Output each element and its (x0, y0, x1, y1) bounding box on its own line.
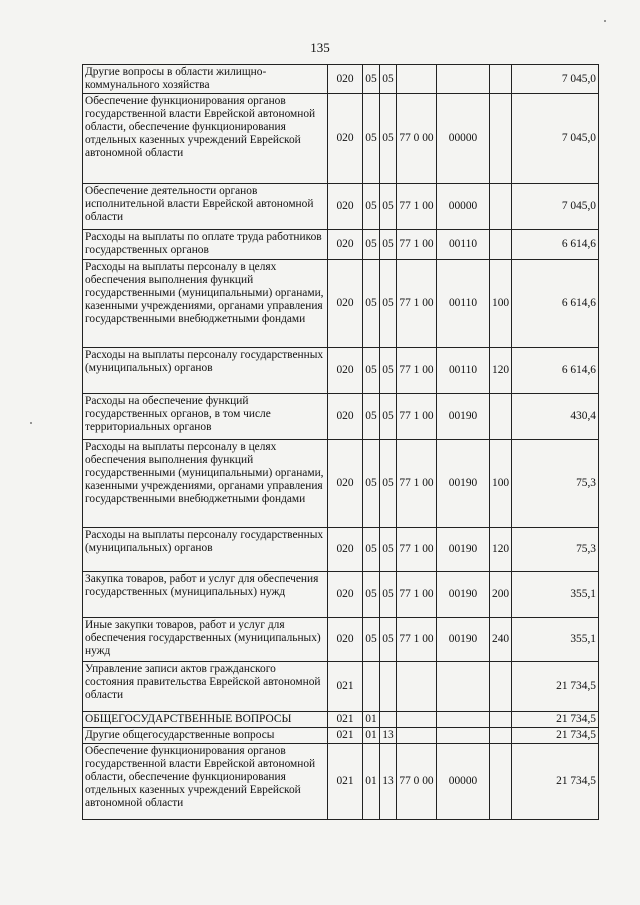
cell-direction: 00190 (437, 572, 490, 618)
cell-section (363, 662, 380, 712)
cell-program: 77 1 00 (397, 618, 437, 662)
table-row (83, 728, 599, 744)
table-row (83, 712, 599, 728)
cell-expense-type (490, 744, 512, 820)
cell-name: Расходы на выплаты персоналу в целях обеспечения выполнения функций государственными (муниципальными) органами, казенными учреждениями, органами управления государственными внебюджетными фондами (83, 260, 328, 348)
cell-ministry: 020 (328, 348, 363, 394)
cell-expense-type: 200 (490, 572, 512, 618)
cell-program (397, 65, 437, 94)
table-row (83, 94, 599, 184)
cell-subsection: 13 (380, 728, 397, 744)
budget-table (82, 64, 599, 820)
cell-section: 01 (363, 712, 380, 728)
cell-section: 05 (363, 440, 380, 528)
cell-name: Расходы на обеспечение функций государственных органов, в том числе территориальных органов (83, 394, 328, 440)
cell-direction (437, 662, 490, 712)
cell-amount: 6 614,6 (512, 260, 599, 348)
cell-section: 01 (363, 728, 380, 744)
cell-section: 05 (363, 572, 380, 618)
cell-direction: 00000 (437, 94, 490, 184)
cell-subsection: 05 (380, 230, 397, 260)
cell-section: 05 (363, 65, 380, 94)
cell-name: Обеспечение функционирования органов государственной власти Еврейской автономной области, обеспечение функционирования отдельных казенных учреждений Еврейской автономной области (83, 94, 328, 184)
cell-section: 05 (363, 528, 380, 572)
table-row (83, 440, 599, 528)
cell-name: Закупка товаров, работ и услуг для обеспечения государственных (муниципальных) нужд (83, 572, 328, 618)
cell-direction: 00190 (437, 440, 490, 528)
table-row (83, 348, 599, 394)
cell-program: 77 0 00 (397, 744, 437, 820)
cell-expense-type (490, 662, 512, 712)
cell-program: 77 1 00 (397, 184, 437, 230)
cell-program (397, 728, 437, 744)
cell-subsection: 05 (380, 260, 397, 348)
cell-amount: 355,1 (512, 572, 599, 618)
cell-name: ОБЩЕГОСУДАРСТВЕННЫЕ ВОПРОСЫ (83, 712, 328, 728)
table-row (83, 744, 599, 820)
cell-direction (437, 65, 490, 94)
cell-ministry: 020 (328, 528, 363, 572)
cell-program: 77 1 00 (397, 440, 437, 528)
cell-amount: 355,1 (512, 618, 599, 662)
cell-ministry: 020 (328, 65, 363, 94)
cell-name: Другие вопросы в области жилищно-коммунального хозяйства (83, 65, 328, 94)
cell-ministry: 020 (328, 230, 363, 260)
cell-ministry: 020 (328, 260, 363, 348)
cell-subsection: 05 (380, 618, 397, 662)
cell-direction: 00000 (437, 744, 490, 820)
cell-direction: 00190 (437, 618, 490, 662)
cell-subsection: 05 (380, 572, 397, 618)
cell-expense-type: 120 (490, 528, 512, 572)
scan-speck (30, 422, 32, 424)
cell-direction: 00110 (437, 260, 490, 348)
cell-amount: 75,3 (512, 528, 599, 572)
cell-expense-type: 240 (490, 618, 512, 662)
scan-speck (604, 20, 606, 22)
cell-name: Обеспечение функционирования органов государственной власти Еврейской автономной области, обеспечение функционирования отдельных казенных учреждений Еврейской автономной области (83, 744, 328, 820)
table-row (83, 184, 599, 230)
cell-subsection: 05 (380, 394, 397, 440)
cell-subsection (380, 662, 397, 712)
cell-expense-type (490, 230, 512, 260)
table-row (83, 662, 599, 712)
cell-subsection: 05 (380, 65, 397, 94)
table-row (83, 528, 599, 572)
cell-expense-type: 100 (490, 440, 512, 528)
cell-name: Другие общегосударственные вопросы (83, 728, 328, 744)
cell-section: 05 (363, 230, 380, 260)
cell-direction (437, 728, 490, 744)
cell-name: Расходы на выплаты персоналу государственных (муниципальных) органов (83, 348, 328, 394)
table-row (83, 230, 599, 260)
cell-program (397, 662, 437, 712)
table-row (83, 572, 599, 618)
cell-ministry: 021 (328, 662, 363, 712)
cell-name: Управление записи актов гражданского состояния правительства Еврейской автономной области (83, 662, 328, 712)
cell-subsection: 05 (380, 94, 397, 184)
cell-section: 05 (363, 618, 380, 662)
cell-amount: 7 045,0 (512, 65, 599, 94)
cell-ministry: 021 (328, 744, 363, 820)
cell-ministry: 020 (328, 394, 363, 440)
cell-expense-type (490, 65, 512, 94)
cell-program (397, 712, 437, 728)
cell-amount: 430,4 (512, 394, 599, 440)
cell-expense-type (490, 94, 512, 184)
cell-program: 77 1 00 (397, 572, 437, 618)
table-row (83, 618, 599, 662)
cell-direction (437, 712, 490, 728)
cell-ministry: 021 (328, 712, 363, 728)
cell-amount: 21 734,5 (512, 728, 599, 744)
cell-program: 77 1 00 (397, 230, 437, 260)
cell-direction: 00110 (437, 348, 490, 394)
cell-program: 77 1 00 (397, 394, 437, 440)
cell-subsection: 05 (380, 528, 397, 572)
cell-section: 05 (363, 394, 380, 440)
cell-name: Иные закупки товаров, работ и услуг для обеспечения государственных (муниципальных) нужд (83, 618, 328, 662)
cell-expense-type (490, 728, 512, 744)
cell-subsection: 05 (380, 440, 397, 528)
table-row (83, 260, 599, 348)
cell-subsection: 05 (380, 348, 397, 394)
cell-subsection: 05 (380, 184, 397, 230)
cell-amount: 21 734,5 (512, 662, 599, 712)
cell-amount: 6 614,6 (512, 348, 599, 394)
cell-subsection: 13 (380, 744, 397, 820)
cell-name: Расходы на выплаты по оплате труда работников государственных органов (83, 230, 328, 260)
cell-program: 77 1 00 (397, 348, 437, 394)
cell-ministry: 020 (328, 94, 363, 184)
cell-amount: 6 614,6 (512, 230, 599, 260)
cell-program: 77 1 00 (397, 528, 437, 572)
cell-direction: 00000 (437, 184, 490, 230)
cell-ministry: 020 (328, 618, 363, 662)
cell-ministry: 020 (328, 184, 363, 230)
cell-name: Расходы на выплаты персоналу государственных (муниципальных) органов (83, 528, 328, 572)
cell-name: Расходы на выплаты персоналу в целях обеспечения выполнения функций государственными (муниципальными) органами, казенными учреждениями, органами управления государственными внебюджетными фондами (83, 440, 328, 528)
cell-section: 05 (363, 94, 380, 184)
cell-program: 77 1 00 (397, 260, 437, 348)
cell-direction: 00190 (437, 528, 490, 572)
cell-direction: 00190 (437, 394, 490, 440)
cell-section: 05 (363, 260, 380, 348)
cell-name: Обеспечение деятельности органов исполнительной власти Еврейской автономной области (83, 184, 328, 230)
cell-expense-type: 120 (490, 348, 512, 394)
cell-amount: 75,3 (512, 440, 599, 528)
cell-amount: 7 045,0 (512, 94, 599, 184)
cell-direction: 00110 (437, 230, 490, 260)
cell-expense-type (490, 184, 512, 230)
cell-ministry: 021 (328, 728, 363, 744)
cell-section: 01 (363, 744, 380, 820)
table-row (83, 394, 599, 440)
cell-program: 77 0 00 (397, 94, 437, 184)
cell-ministry: 020 (328, 440, 363, 528)
cell-ministry: 020 (328, 572, 363, 618)
cell-expense-type: 100 (490, 260, 512, 348)
cell-expense-type (490, 712, 512, 728)
cell-amount: 21 734,5 (512, 744, 599, 820)
cell-subsection (380, 712, 397, 728)
cell-expense-type (490, 394, 512, 440)
cell-section: 05 (363, 348, 380, 394)
cell-amount: 21 734,5 (512, 712, 599, 728)
cell-amount: 7 045,0 (512, 184, 599, 230)
table-row (83, 65, 599, 94)
page-number: 135 (310, 40, 330, 55)
cell-section: 05 (363, 184, 380, 230)
